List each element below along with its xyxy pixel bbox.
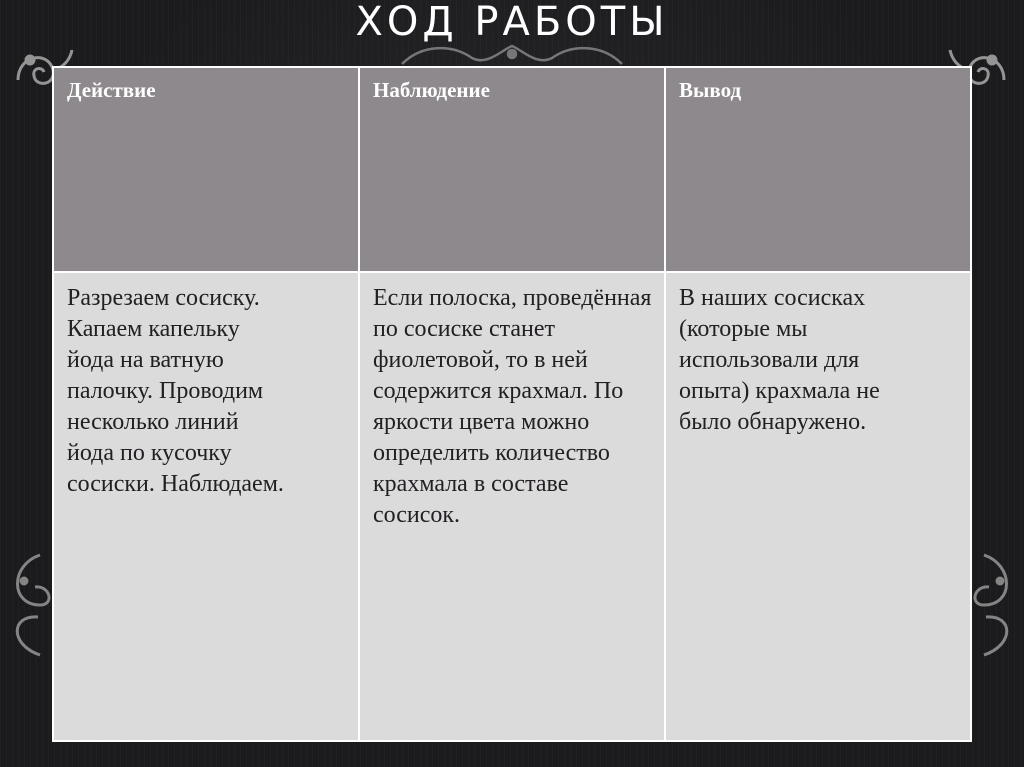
cell-observation bbox=[360, 273, 664, 740]
cell-observation-text: Если полоска, проведённая по сосиске станет фиолетовой, то в ней содержится крахмал. По яркости цвета можно определить количество крахмала в составе сосисок. bbox=[373, 285, 652, 528]
ornament-left-mid-icon bbox=[0, 545, 52, 665]
header-conclusion: Вывод bbox=[666, 68, 970, 271]
cell-conclusion-text: В наших сосисках (которые мы использовали для опыта) крахмала не было обнаружено. bbox=[679, 285, 880, 435]
cell-action-text: Разрезаем сосиску. Капаем капельку йода на ватную палочку. Проводим несколько линий йода по кусочку сосиски. Наблюдаем. bbox=[67, 285, 284, 497]
page-title: ХОД РАБОТЫ bbox=[355, 0, 669, 45]
cell-action bbox=[54, 273, 358, 740]
table-row bbox=[54, 273, 970, 740]
cell-conclusion bbox=[666, 273, 970, 740]
table-header-row bbox=[54, 68, 970, 271]
header-action: Действие bbox=[54, 68, 358, 271]
experiment-table-grid bbox=[52, 66, 972, 742]
header-observation: Наблюдение bbox=[360, 68, 664, 271]
experiment-table bbox=[52, 66, 972, 742]
ornament-right-mid-icon bbox=[972, 545, 1024, 665]
